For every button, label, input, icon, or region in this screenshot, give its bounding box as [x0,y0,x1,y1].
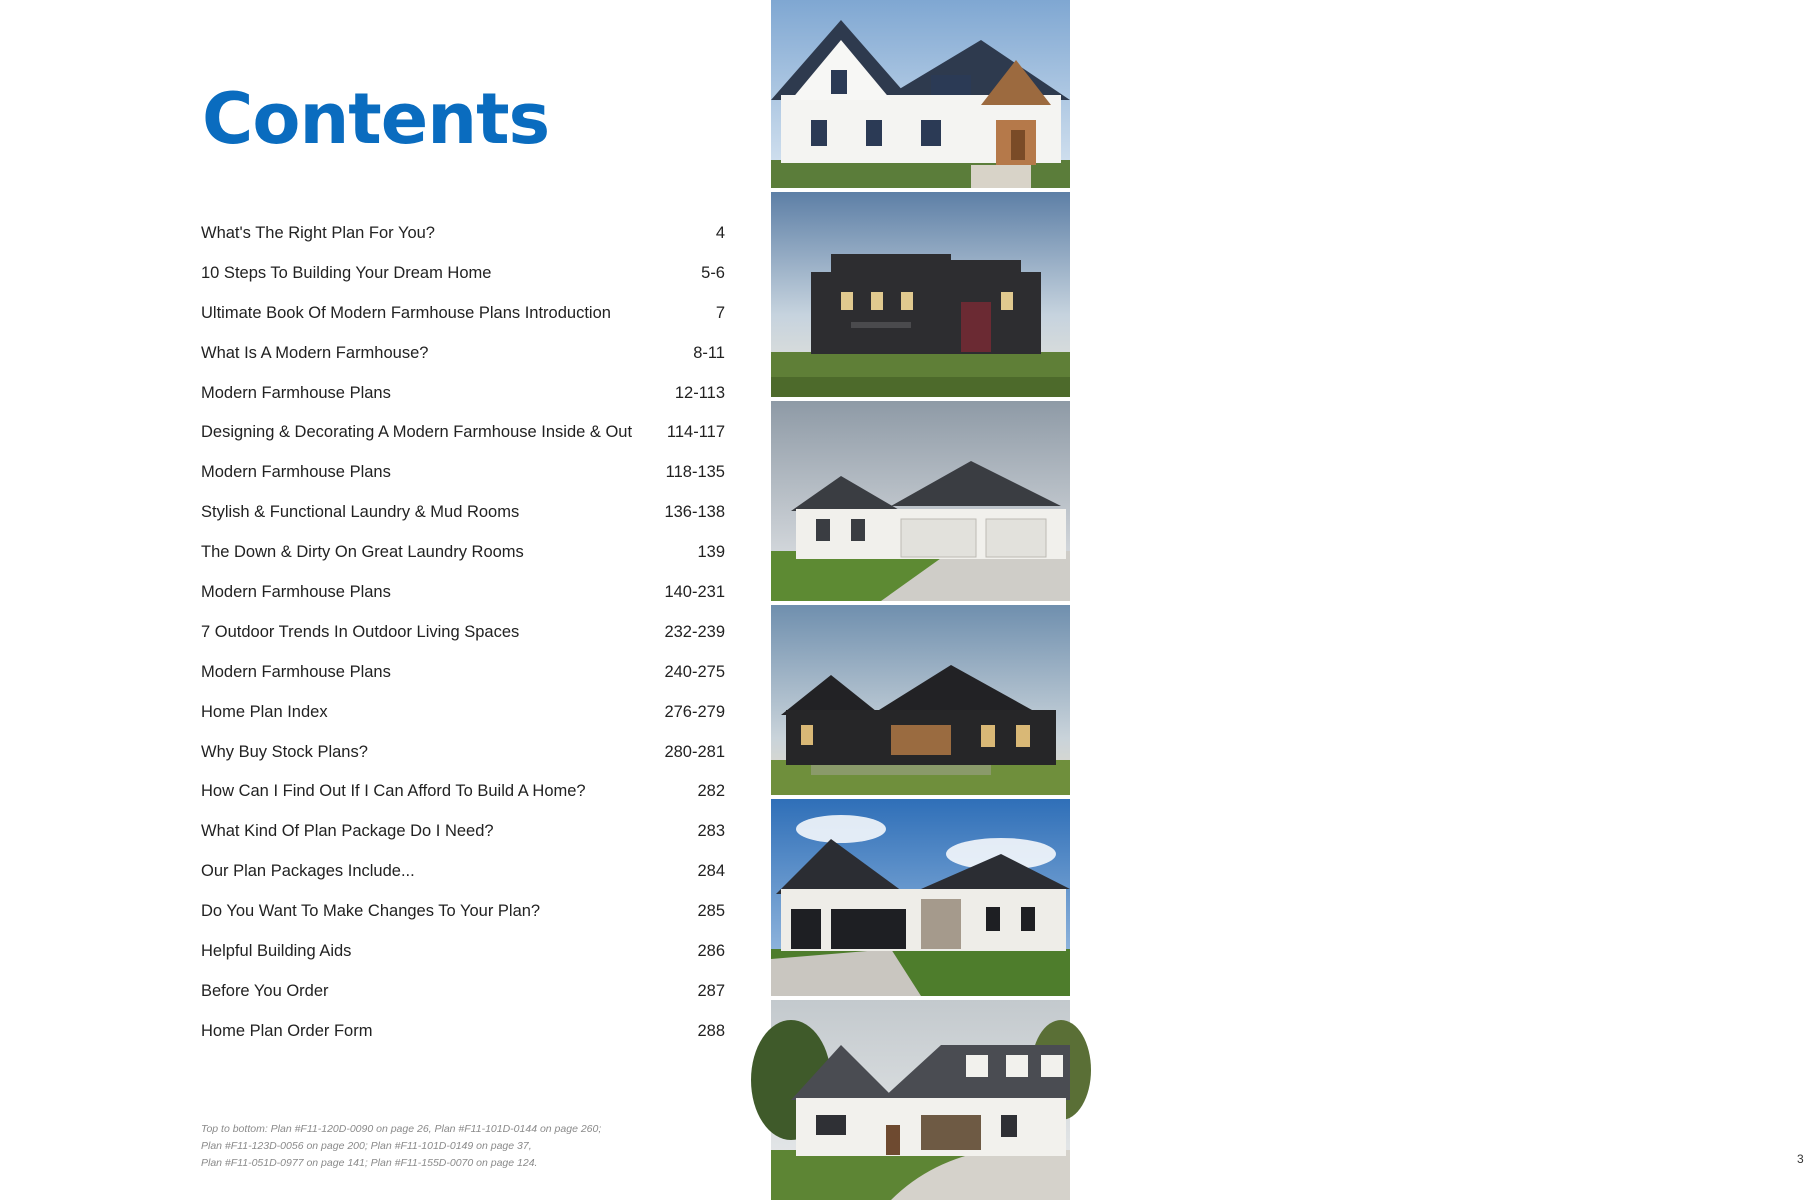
white-farmhouse-with-triple-garage-photo [771,401,1070,601]
toc-entry-title: How Can I Find Out If I Can Afford To Build A Home? [201,782,586,801]
toc-entry-title: Helpful Building Aids [201,942,352,961]
toc-entry[interactable] [201,979,725,1019]
toc-entry-title: What Is A Modern Farmhouse? [201,343,429,362]
toc-entry[interactable] [201,341,725,381]
white-farmhouse-with-dormers-photo [771,1000,1070,1200]
toc-entry[interactable] [201,221,725,261]
house-photo-image [771,401,1070,601]
toc-entry[interactable] [201,939,725,979]
toc-entry-page: 8-11 [693,343,725,362]
toc-entry-title: The Down & Dirty On Great Laundry Rooms [201,543,524,562]
toc-entry-title: Home Plan Index [201,702,328,721]
toc-entry[interactable] [201,700,725,740]
toc-entry-title: Modern Farmhouse Plans [201,383,391,402]
toc-entry-page: 287 [697,981,725,1000]
photo-caption-line: Top to bottom: Plan #F11-120D-0090 on page 26, Plan #F11-101D-0144 on page 260; [201,1123,602,1135]
toc-entry[interactable] [201,420,725,460]
toc-entry-page: 288 [697,1021,725,1040]
toc-entry-page: 136-138 [664,503,725,522]
toc-entry-page: 140-231 [664,583,725,602]
toc-entry[interactable] [201,779,725,819]
toc-entry-page: 285 [697,902,725,921]
photo-caption [201,1121,641,1172]
toc-entry-title: Home Plan Order Form [201,1021,373,1040]
black-farmhouse-with-covered-porch-photo [771,605,1070,795]
toc-entry-page: 114-117 [666,423,725,442]
toc-entry[interactable] [201,740,725,780]
toc-entry[interactable] [201,899,725,939]
house-photo-image [771,0,1070,188]
toc-entry-title: Modern Farmhouse Plans [201,463,391,482]
toc-entry[interactable] [201,460,725,500]
toc-entry-page: 12-113 [674,383,725,402]
toc-entry-title: What Kind Of Plan Package Do I Need? [201,822,494,841]
toc-entry[interactable] [201,261,725,301]
toc-entry[interactable] [201,620,725,660]
toc-entry-page: 283 [697,822,725,841]
toc-entry-page: 282 [697,782,725,801]
toc-entry[interactable] [201,580,725,620]
toc-entry-page: 276-279 [664,702,725,721]
toc-entry-title: Why Buy Stock Plans? [201,742,368,761]
toc-entry-page: 286 [697,942,725,961]
white-farmhouse-with-black-garage-doors-photo [771,799,1070,996]
toc-entry[interactable] [201,859,725,899]
toc-entry-title: Do You Want To Make Changes To Your Plan? [201,902,541,921]
white-farmhouse-with-wood-gable-porch-photo [771,0,1070,188]
page-title: Contents [202,78,550,160]
toc-entry-page: 232-239 [664,622,725,641]
toc-entry-title: Modern Farmhouse Plans [201,583,391,602]
toc-entry-page: 4 [715,224,725,242]
house-photo-image [771,799,1070,996]
toc-entry-title: 7 Outdoor Trends In Outdoor Living Spaces [201,622,520,641]
toc-entry[interactable] [201,819,725,859]
photo-caption-line: Plan #F11-123D-0056 on page 200; Plan #F11-101D-0149 on page 37, [201,1140,532,1152]
toc-entry[interactable] [201,660,725,700]
toc-entry-title: Stylish & Functional Laundry & Mud Rooms [201,503,520,522]
dark-modern-farmhouse-at-sunset-photo [771,192,1070,397]
house-photo-image [771,605,1070,795]
house-photo-strip [771,0,1804,1200]
toc-entry-title: Designing & Decorating A Modern Farmhouse Inside & Out [201,423,633,442]
toc-entry-page: 284 [697,862,725,881]
toc-entry-page: 139 [697,543,725,562]
toc-entry-title: Before You Order [201,981,329,1000]
toc-entry-page: 5-6 [701,263,725,282]
toc-entry-page: 118-135 [665,463,725,482]
toc-entry-page: 280-281 [664,742,725,761]
toc-entry-title: Modern Farmhouse Plans [201,662,391,681]
page-number: 3 [1797,1152,1804,1166]
toc-entry[interactable] [201,500,725,540]
toc-entry-title: Ultimate Book Of Modern Farmhouse Plans Introduction [201,303,611,322]
toc-entry[interactable] [201,1019,725,1059]
toc-entry[interactable] [201,301,725,341]
toc-entry[interactable] [201,540,725,580]
house-photo-image [771,1000,1070,1200]
toc-entry-title: 10 Steps To Building Your Dream Home [201,263,492,282]
photo-caption-line: Plan #F11-051D-0977 on page 141; Plan #F11-155D-0070 on page 124. [201,1157,538,1169]
toc-entry-title: What's The Right Plan For You? [201,224,435,242]
house-photo-image [771,192,1070,397]
table-of-contents [201,221,725,1059]
toc-entry-title: Our Plan Packages Include... [201,862,415,881]
toc-entry-page: 240-275 [664,662,725,681]
toc-entry[interactable] [201,381,725,421]
toc-entry-page: 7 [715,303,725,322]
